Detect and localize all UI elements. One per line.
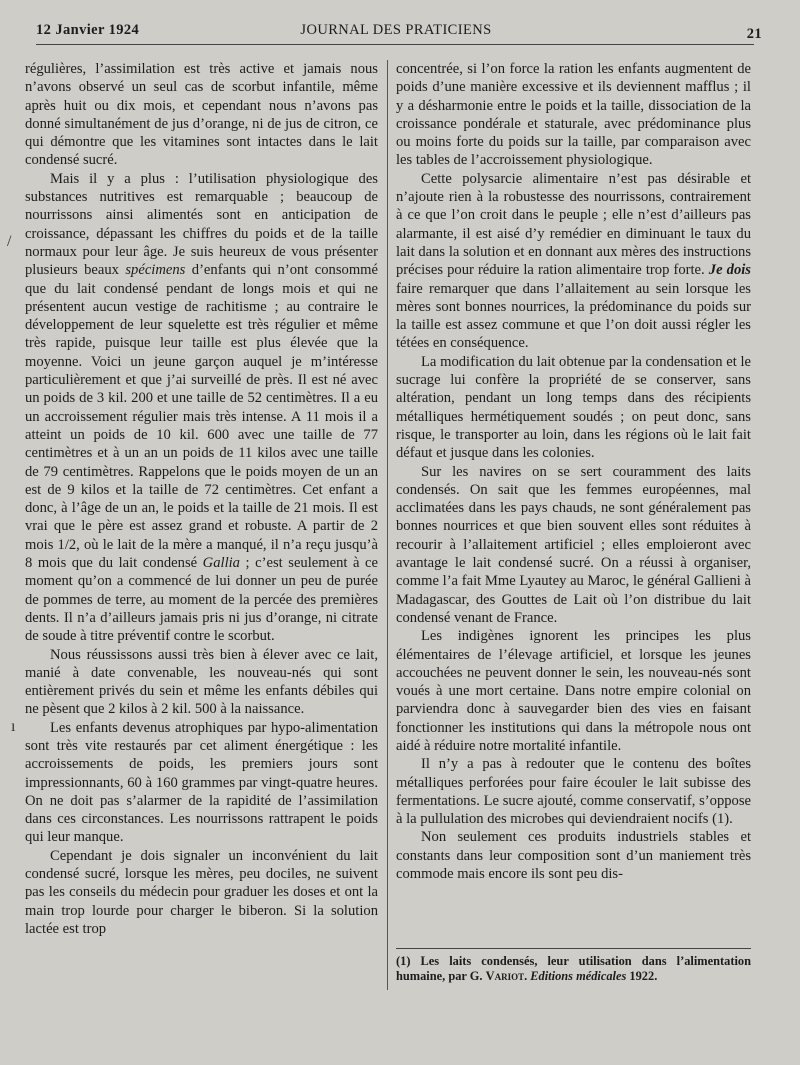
margin-mark-slash: / [7, 233, 12, 250]
footnote-publisher: Editions médicales [530, 968, 627, 983]
footnote-rule [396, 948, 751, 949]
right-paragraph-5: Les indigènes ignorent les principes les plus élémentaires de l’élevage artificiel, et lorsque les jeunes accouchées ne peuvent donner le sein, les nouveau-nés sont voués à une mort certaine. Dans notre empire colonial on parviendra donc à sauvegarder bien des vies en faisant fonctionner les institutions qui dans la métropole nous ont aidé à réduire notre mortalité infantile. [396, 628, 751, 754]
running-head [30, 22, 762, 44]
footnote: (1) Les laits condensés, leur utilisation dans l’alimentation humaine, par G. Variot. Editions médicales 1922. [396, 954, 751, 983]
page-number: 21 [746, 26, 762, 42]
column-divider [387, 60, 388, 990]
left-paragraph-3: Nous réussissons aussi très bien à élever avec ce lait, manié à date convenable, les nouveau-nés qui sont entièrement privés du sein et même les enfants débiles qui ne pèsent que 2 kilos à 2 kil. 500 à la naissance. [25, 646, 378, 718]
left-paragraph-2: Mais il y a plus : l’utilisation physiologique des substances nutritives est remarquable ; beaucoup de nourrissons ainsi alimentés sont en anticipation de croissance, dépassant les chiffres du poids et de la taille normaux pour leur âge. Je suis heureux de vous présenter plusieurs beaux spécimens d’enfants qui n’ont consommé que du lait condensé pendant de longs mois et qui ne présentent aucun vestige de rachitisme ; au contraire le développement de leur squelette est très régulier et même très rapide, puisque leur taille est plus élevée que la moyenne. Voici un jeune garçon auquel je m’intéresse particulièrement et que j’ai surveillé de près. Il est né avec un poids de 3 kil. 200 et une taille de 52 centimètres. Il a eu un accroissement régulier mais très intense. A 11 mois il a atteint un poids de 10 kil. 600 avec une taille de 77 centimètres et à un an un poids de 11 kilos avec une taille de 79 centimètres. Rappelons que le poids moyen de un an est de 9 kilos et la taille de 72 centimètres. Cet enfant a donc, à l’âge de un an, le poids et la taille de 21 mois. Il est vrai que le père est assez grand et robuste. A partir de 2 mois 1/2, où le lait de la mère a manqué, il n’a reçu jusqu’à 8 mois que du lait condensé Gallia ; c’est seulement à ce moment qu’on a commencé de lui donner un peu de purée de pommes de terre, au moment de la percée des premières dents. Il n’a d’ailleurs jamais pris ni jus d’orange, ni citrate de soude à titre préventif contre le scorbut. [25, 170, 378, 645]
left-paragraph-4: Les enfants devenus atrophiques par hypo-alimentation sont très vite restaurés par cet aliment énergétique : les accroissements de poids, les premiers jours sont impressionnants, 60 à 160 grammes par vingt-quatre heures. On ne doit pas s’alarmer de la rapidité de l’assimilation dans ces circonstances. Les nourrissons rattrapent le poids qui leur manque. [25, 719, 378, 846]
right-paragraph-1: concentrée, si l’on force la ration les enfants augmentent de poids d’une manière excessive et ils deviennent mafflus ; il y a désharmonie entre le poids et la taille, dissociation de la croissance pondérale et staturale, avec prédominance plus ou moins forte du poids sur la taille, par comparaison avec les tables de l’accroissement physiologique. [396, 61, 751, 169]
right-paragraph-2: Cette polysarcie alimentaire n’est pas désirable et n’ajoute rien à la robustesse des nourrissons, contrairement à ce que l’on croit dans le peuple ; elle n’est d’ailleurs pas alarmante, il est aisé d’y remédier en diminuant le taux du lait dans la solution et en donnant aux mères des instructions précises pour réduire la ration alimentaire trop forte. Je dois faire remarquer que dans l’allaitement au sein lorsque les mères sont bonnes nourrices, la prédominance du poids sur la taille est assez commune et que l’on doit aussi régler les tétées en conséquence. [396, 170, 751, 352]
journal-title: JOURNAL DES PRATICIENS [300, 22, 492, 38]
left-paragraph-5: Cependant je dois signaler un inconvénient du lait condensé sucré, lorsque les mères, peu dociles, ne suivent pas les conseils du médecin pour graduer les doses et ont la main trop lourde pour charger le biberon. Si la solution lactée est trop [25, 847, 378, 937]
emphasis-gallia: Gallia [202, 555, 240, 572]
right-paragraph-6: Il n’y a pas à redouter que le contenu des boîtes métalliques perforées pour faire écouler le lait subisse des fermentations. Le sucre ajouté, comme conservatif, s’oppose à la pullulation des microbes qui deviendraient nocifs (1). [396, 756, 751, 828]
left-paragraph-1: régulières, l’assimilation est très active et jamais nous n’avons observé un seul cas de scorbut infantile, même après huit ou dix mois, et cependant nous n’avons pas donné simultanément de jus d’orange, ni de jus de citron, ce qui démontre que les vitamines sont intactes dans le lait condensé sucré. [25, 61, 378, 169]
right-paragraph-7: Non seulement ces produits industriels stables et constants dans leur composition sont d’un maniement très commode mais encore ils sont peu dis- [396, 829, 751, 883]
emphasis-je-dois: Je dois [708, 262, 751, 279]
emphasis-specimens: spécimens [125, 262, 186, 279]
right-paragraph-3: La modification du lait obtenue par la condensation et le sucrage lui confère la propriété de se conserver, sans altération, pendant un long temps dans des récipients métalliques hermétiquement soudés ; on peut donc, sans risque, le transporter au loin, dans les régions où le lait fait défaut et jusque dans les colonies. [396, 353, 751, 462]
margin-mark-tick: ı [11, 718, 16, 735]
left-column [25, 60, 378, 938]
right-column [396, 60, 751, 883]
footnote-author: Variot [485, 968, 525, 983]
header-rule [36, 44, 754, 45]
right-paragraph-4: Sur les navires on se sert couramment des laits condensés. On sait que les femmes européennes, mal acclimatées dans les pays chauds, ne sont généralement pas bonnes nourrices et que bien souvent elles sont réduites à recourir à l’allaitement artificiel ; elles emploieront avec avantage le lait condensé sucré. On a réussi à organiser, comme l’a fait Mme Lyautey au Maroc, le général Gallieni à Madagascar, des Gouttes de Lait où l’on distribue du lait condensé venant de France. [396, 463, 751, 626]
issue-date: 12 Janvier 1924 [36, 22, 140, 38]
